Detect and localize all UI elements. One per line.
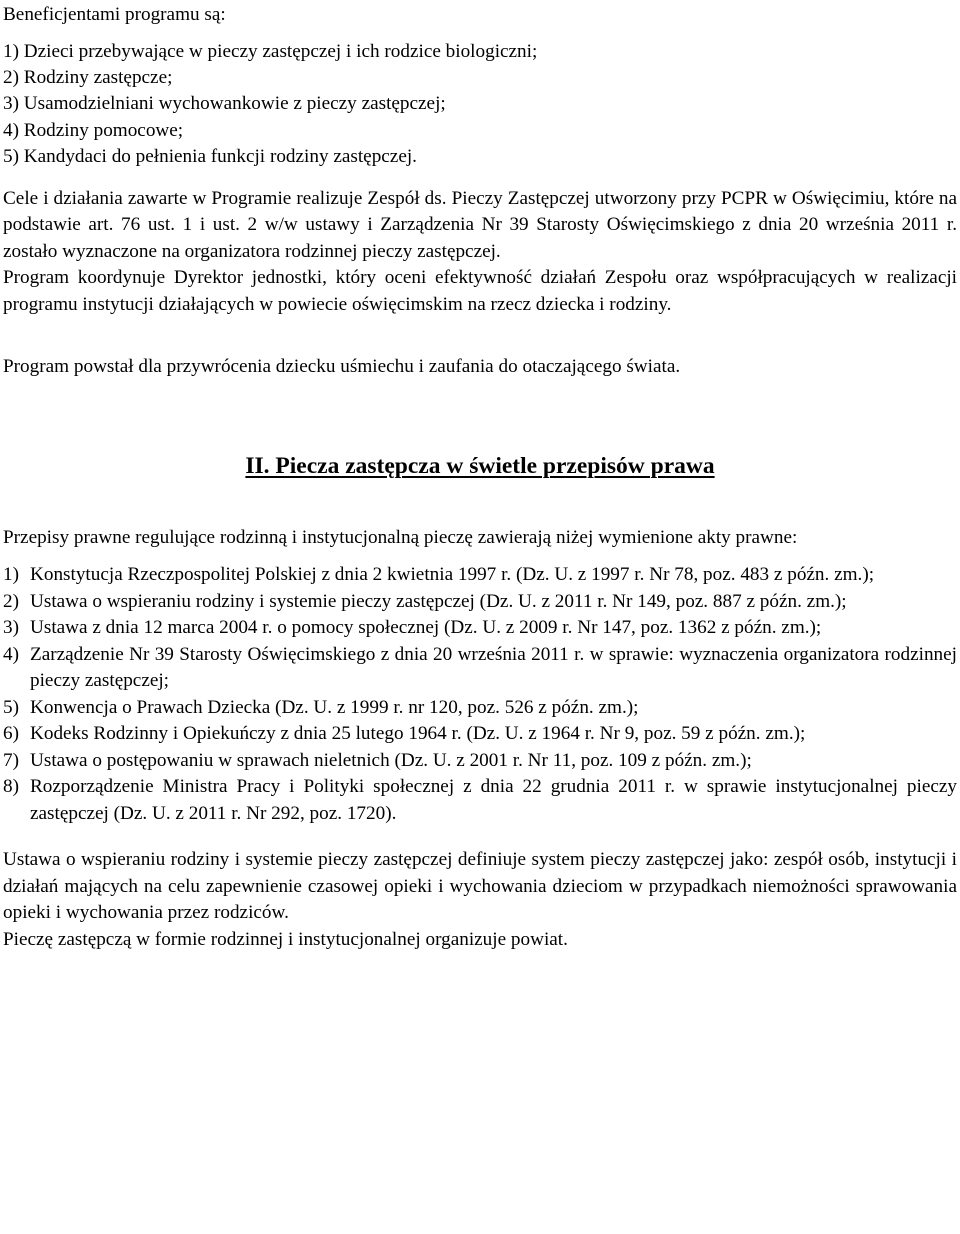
list-item xyxy=(3,562,957,589)
list-item-number: 7) xyxy=(3,749,19,771)
list-item-text: Ustawa o wspieraniu rodziny i systemie pieczy zastępczej (Dz. U. z 2011 r. Nr 149, poz. 887 z późn. zm.); xyxy=(30,590,847,612)
list-item xyxy=(3,695,957,722)
paragraph-coordination: Program koordynuje Dyrektor jednostki, który oceni efektywność działań Zespołu oraz współpracujących w realizacji programu instytucji działających w powiecie oświęcimskim na rzecz dziecka i rodziny. xyxy=(3,267,957,315)
paragraph-goals: Cele i działania zawarte w Programie realizuje Zespół ds. Pieczy Zastępczej utworzony przy PCPR w Oświęcimiu, które na podstawie art. 76 ust. 1 i ust. 2 w/w ustawy i Zarządzenia Nr 39 Starosty Oświęcimskiego z dnia 20 września 2011 r. zostało wyznaczone na organizatora rodzinnej pieczy zastępczej. xyxy=(3,187,957,262)
list-item: 2) Rodziny zastępcze; xyxy=(3,66,173,88)
list-item-number: 8) xyxy=(3,776,19,798)
list-item-text: Rozporządzenie Ministra Pracy i Polityki społecznej z dnia 22 grudnia 2011 r. w sprawie instytucjonalnej pieczy zastępczej (Dz. U. z 2011 r. Nr 292, poz. 1720). xyxy=(30,776,957,824)
list-item-number: 2) xyxy=(3,590,19,612)
list-item-text: Zarządzenie Nr 39 Starosty Oświęcimskiego z dnia 20 września 2011 r. w sprawie: wyznaczenia organizatora rodzinnej pieczy zastępczej; xyxy=(30,643,957,692)
list-item-text: Konstytucja Rzeczpospolitej Polskiej z dnia 2 kwietnia 1997 r. (Dz. U. z 1997 r. Nr 78, poz. 483 z późn. zm.); xyxy=(30,564,875,586)
law-list xyxy=(3,562,957,827)
list-item-number: 5) xyxy=(3,696,19,718)
intro-text: Beneficjentami programu są: xyxy=(3,4,226,25)
paragraph-final: Pieczę zastępczą w formie rodzinnej i instytucjonalnej organizuje powiat. xyxy=(3,928,568,950)
list-item-number: 6) xyxy=(3,723,19,745)
beneficiaries-list xyxy=(3,39,957,171)
list-item-text: Ustawa z dnia 12 marca 2004 r. o pomocy społecznej (Dz. U. z 2009 r. Nr 147, poz. 1362 z późn. zm.); xyxy=(30,617,822,639)
list-item xyxy=(3,642,957,695)
list-item: 4) Rodziny pomocowe; xyxy=(3,119,184,141)
list-item xyxy=(3,589,957,616)
list-item-text: Konwencja o Prawach Dziecka (Dz. U. z 1999 r. nr 120, poz. 526 z późn. zm.); xyxy=(30,696,639,718)
list-item: 5) Kandydaci do pełnienia funkcji rodziny zastępczej. xyxy=(3,146,417,168)
paragraph-definition: Ustawa o wspieraniu rodziny i systemie pieczy zastępczej definiuje system pieczy zastępczej jako: zespół osób, instytucji i działań mających na celu zapewnienie czasowej opieki i wychowania dzieciom w przypadkach niemożności sprawowania opieki i wychowania przez rodziców. xyxy=(3,849,957,924)
list-item-number: 1) xyxy=(3,564,19,586)
list-item-number: 4) xyxy=(3,643,19,665)
list-item xyxy=(3,721,957,748)
paragraph-purpose: Program powstał dla przywrócenia dziecku uśmiechu i zaufania do otaczającego świata. xyxy=(3,356,681,378)
list-item xyxy=(3,615,957,642)
document-page xyxy=(3,0,957,953)
list-item xyxy=(3,748,957,775)
list-item xyxy=(3,774,957,827)
list-item-number: 3) xyxy=(3,617,19,639)
section-heading: II. Piecza zastępcza w świetle przepisów prawa xyxy=(245,452,715,479)
list-item-text: Ustawa o postępowaniu w sprawach nieletnich (Dz. U. z 2001 r. Nr 11, poz. 109 z późn. zm.); xyxy=(30,749,752,771)
list-item: 3) Usamodzielniani wychowankowie z pieczy zastępczej; xyxy=(3,93,446,115)
list-item: 1) Dzieci przebywające w pieczy zastępczej i ich rodzice biologiczni; xyxy=(3,40,538,62)
paragraph-regulations: Przepisy prawne regulujące rodzinną i instytucjonalną pieczę zawierają niżej wymienione akty prawne: xyxy=(3,526,798,548)
list-item-text: Kodeks Rodzinny i Opiekuńczy z dnia 25 lutego 1964 r. (Dz. U. z 1964 r. Nr 9, poz. 59 z późn. zm.); xyxy=(30,723,806,745)
